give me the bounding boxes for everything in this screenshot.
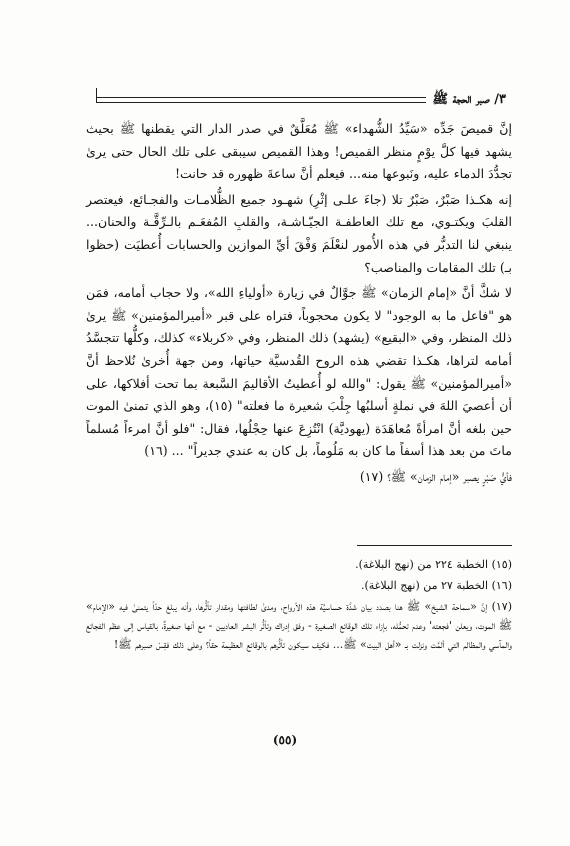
paragraph: إنَّ قميصَ جَدِّه «سَيِّدُ الشُّهداء» ﷺ مُعَلَّقٌ في صدر الدار التي يقطنها ﷺ بحيث يشهد فيها كلَّ يوْمٍ منظر القميص! وهذا القميص سيبقى على تلك الحال حتى يرىٰ تجدُّدَ الدماء عليه، ونَبوعها منه... فيعلم أنَّ ساعةَ ظهوره قد حانت! bbox=[86, 121, 512, 182]
header-rule-end bbox=[96, 88, 97, 102]
paragraph: إنه هكـذا صَبْرٌ، صَبْرٌ تلا (جاءَ علـى إثْرِ) شهـود جميع الظُّلامـات والفجـائع، فيعتصر القلبَ ويكتـوي، مع تلك العاطفـة الجيّـاشـة، والقلبِ المُفعَـم بالـرِّقَّـة والحنان... ينبغي لنا التدبُّر في هذه الأُمور لنعْلَمَ وَفْقَ أيِّ الموازين والحسابات أُعطيَت (حظوا بـ) تلك المقامات والمناصب؟ bbox=[86, 191, 512, 275]
footnote: (١٦) الخطبة ٢٧ من (نهج البلاغة). bbox=[360, 579, 512, 592]
footnote-separator bbox=[357, 545, 512, 546]
footnote: (١٧) إنَّ «سماحة الشيخ» ﷺ هنا بصدد بيان شدَّة حساسيَّة هذه الأرواح، ومدىٰ لطافتها ومقدار تأثُّرها، وأنه يبلغ حدّاً يتمنىٰ فيه «الإمام» ﷺ الموت، ويعلن 'فجعته' وعدم تحمُّله، بإزاء تلك الوقائع الصغيرة - وفق إدراك وتأثُّر البشر العاديين - مع أنها صغيرةٌ، بالقياس إلى عظم الفجائع والمآسي والمظالم التي ألمَّت ونزلت بـ «أهل البيت» ﷺ... فكيف سيكون تأثُّرهم بالوقائع العظيمة حقاً؟ وعلى ذلك فقِسْ صبرهم ﷺ! bbox=[86, 600, 512, 651]
header-rule bbox=[96, 97, 426, 103]
paragraph: لا شكَّ أنَّ «إمام الزمان» ﷺ جوَّالٌ في زيارة «أولياءِ الله»، ولا حجاب أمامه، فمَن هو "فاعل ما به الوجود" لا يكون محجوباً، فتراه على قبر «أميرالمؤمنين» ﷺ يرىٰ ذلك المنظر، وفي «البقيع» (يشهد) ذلك المنظر، وفي «كربلاء» كذلك، وكلُّها تتجسَّدُ أمامه لتراها، هكـذا تقضي هذه الروح القُدسيَّة حياتها، ومن جهة أُخرىٰ نُلاحظ أنَّ «أميرالمؤمنين» ﷺ يقول: "والله لو أُعطيتُ الأقاليمَ السَّبعة بما تحت أفلاكها، على أن أعصيَ اللهَ في نملةٍ أسلبُها جِلْبَ شعيرة ما فعلته" (١٥)، وهو الذي تمنىٰ الموت حين بلغه أنَّ امرأةً مُعاهَدَة (يهوديَّة) انْتُزِعَ عنها حِجْلُها، فقال: "فلو أنَّ امرءاً مُسلماً ماتَ من بعد هذا أسفاً ما كان به مَلُوماً، بل كان به عندي جديراً" ... (١٦) bbox=[86, 285, 512, 459]
page-number: (٥٥) bbox=[272, 733, 298, 747]
paragraph: فأيُّ صَبْرٍ يصبر «إمام الزمان» ﷺ؟ (١٧) bbox=[359, 468, 512, 484]
running-header: ٣/ صبر الحجة ﷺ bbox=[426, 91, 512, 110]
body-text bbox=[86, 118, 512, 492]
footnotes bbox=[86, 555, 512, 656]
footnote: (١٥) الخطبة ٢٢٤ من (نهج البلاغة). bbox=[355, 558, 512, 571]
